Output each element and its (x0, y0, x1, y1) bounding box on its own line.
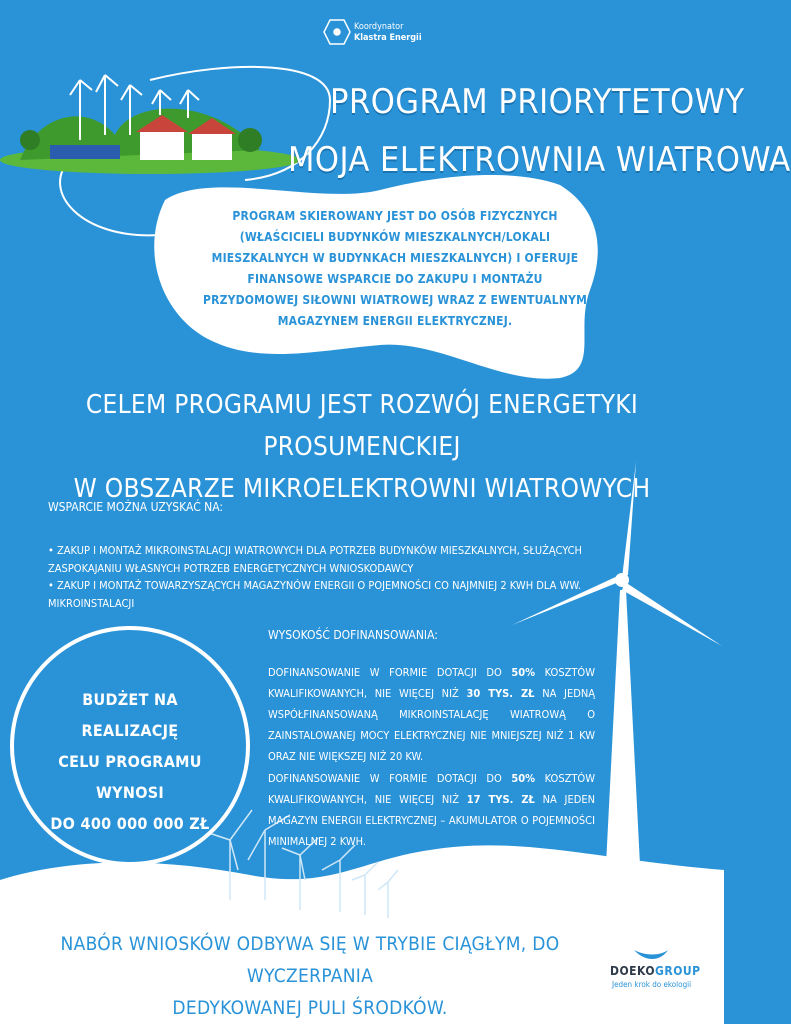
houses-illustration (0, 75, 300, 174)
text-fragment: DOFINANSOWANIE W FORMIE DOTACJI DO (268, 772, 512, 785)
budget-line1: BUDŻET NA REALIZACJĘ (81, 690, 179, 740)
footer-logo (606, 940, 716, 1000)
list-item: • ZAKUP I MONTAŻ MIKROINSTALACJI WIATROWYCH DLA POTRZEB BUDYNKÓW MIESZKALNYCH, SŁUŻĄCYCH ZASPOKAJANIU WŁASNYCH POTRZEB ENERGETYCZNYCH WNIOSKODAWCY (48, 542, 608, 577)
text-fragment: DOFINANSOWANIE W FORMIE DOTACJI DO (268, 666, 512, 679)
support-list (48, 542, 608, 612)
funding-heading: WYSOKOŚĆ DOFINANSOWANIA: (268, 628, 438, 642)
percent-value: 50% (511, 772, 536, 785)
support-heading: WSPARCIE MOŻNA UZYSKAĆ NA: (48, 500, 224, 514)
logo-tagline: Jeden krok do ekologii (612, 980, 692, 989)
budget-line2: CELU PROGRAMU WYNOSI (58, 752, 202, 802)
logo-name-part1: DOEKO (610, 964, 656, 978)
footer-text (20, 928, 600, 1024)
title-line1: PROGRAM PRIORYTETOWY (330, 82, 745, 122)
goal-line2: W OBSZARZE MIKROELEKTROWNI WIATROWYCH (73, 474, 651, 504)
goal-heading (20, 384, 704, 510)
amount-value: 17 TYS. ZŁ (466, 793, 535, 806)
text-fragment: NA JEDNĄ WSPÓŁFINANSOWANĄ MIKROINSTALACJĘ WIATROWĄ O ZAINSTALOWANEJ MOCY ELEKTRYCZNEJ NIE MNIEJSZEJ NIŻ 1 KW ORAZ NIE WIĘKSZEJ NIŻ 20 KW. (268, 687, 595, 763)
goal-line1: CELEM PROGRAMU JEST ROZWÓJ ENERGETYKI PROSUMENCKIEJ (85, 390, 639, 462)
funding-paragraph-1 (268, 662, 595, 767)
list-item: • ZAKUP I MONTAŻ TOWARZYSZĄCYCH MAGAZYNÓW ENERGII O POJEMNOŚCI CO NAJMNIEJ 2 KWH DLA WW. MIKROINSTALACJI (48, 577, 608, 612)
logo-line1: Koordynator (354, 22, 404, 32)
title-line2: MOJA ELEKTROWNIA WIATROWA (288, 140, 791, 180)
percent-value: 50% (511, 666, 536, 679)
funding-paragraph-2 (268, 768, 595, 852)
text-fragment: KOSZTÓW KWALIFIKOWANYCH, NIE WIĘCEJ NIŻ (268, 772, 595, 806)
footer-line2: DEDYKOWANEJ PULI ŚRODKÓW. (172, 997, 448, 1019)
budget-line3: DO 400 000 000 ZŁ (50, 814, 210, 833)
logo-name (610, 964, 701, 978)
budget-text (36, 684, 224, 839)
intro-text: PROGRAM SKIEROWANY JEST DO OSÓB FIZYCZNYCH (WŁAŚCICIELI BUDYNKÓW MIESZKALNYCH/LOKALI MIESZKALNYCH W BUDYNKACH MIESZKALNYCH) I OFERUJE FINANSOWE WSPARCIE DO ZAKUPU I MONTAŻU PRZYDOMOWEJ SIŁOWNI WIATROWEJ WRAZ Z EWENTUALNYM MAGAZYNEM ENERGII ELEKTRYCZNEJ. (202, 209, 588, 328)
header-logo (320, 14, 430, 54)
footer-line1: NABÓR WNIOSKÓW ODBYWA SIĘ W TRYBIE CIĄGŁYM, DO WYCZERPANIA (60, 933, 560, 987)
text-fragment: NA JEDEN MAGAZYN ENERGII ELEKTRYCZNEJ – AKUMULATOR O POJEMNOŚCI MINIMALNEJ 2 KWH. (268, 793, 595, 848)
logo-line2: Klastra Energii (354, 33, 422, 43)
amount-value: 30 TYS. ZŁ (466, 687, 535, 700)
logo-name-part2: GROUP (655, 964, 701, 978)
text-fragment: KOSZTÓW KWALIFIKOWANYCH, NIE WIĘCEJ NIŻ (268, 666, 595, 700)
